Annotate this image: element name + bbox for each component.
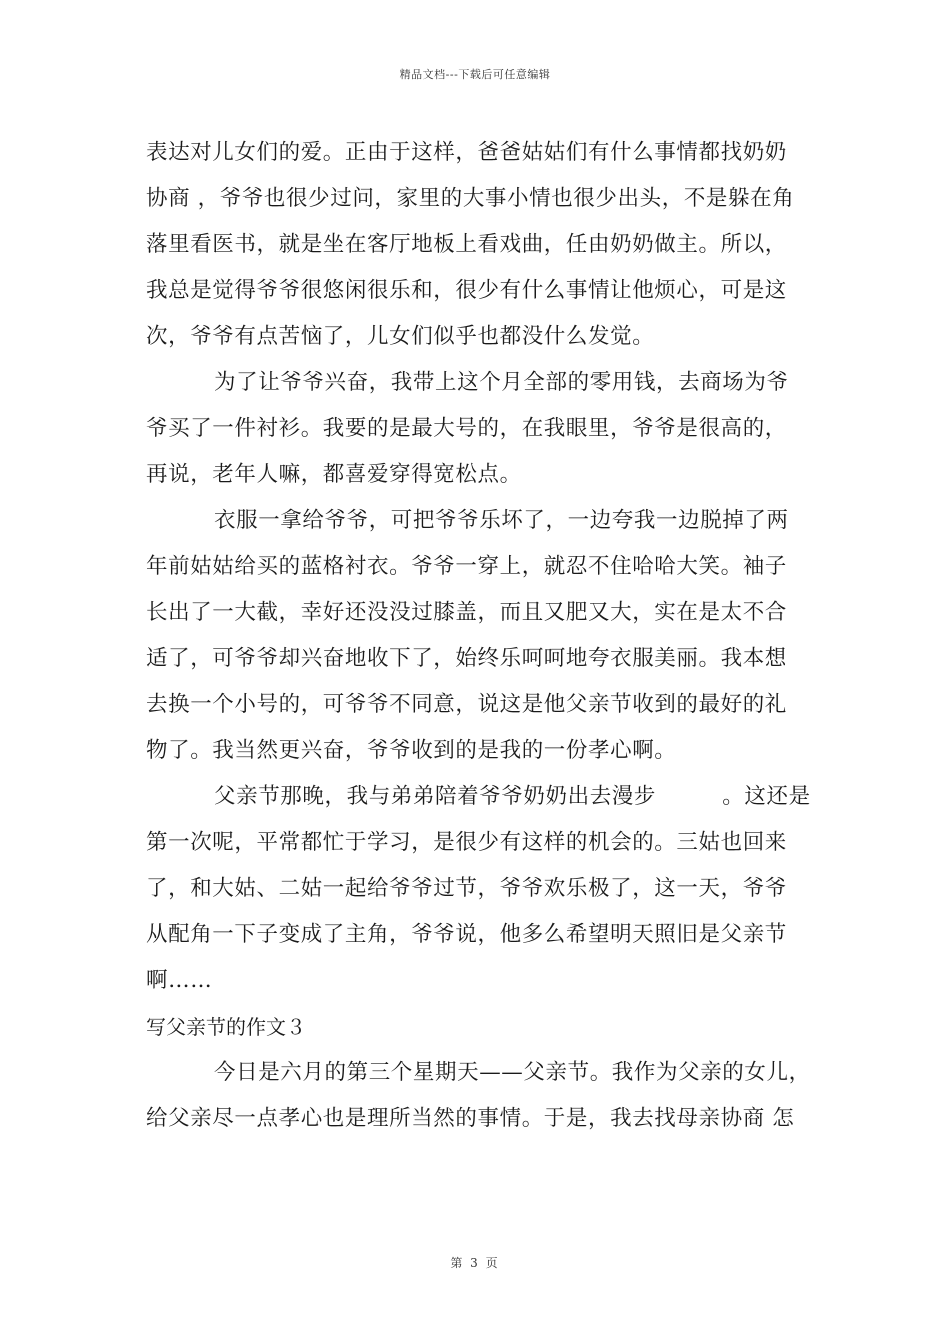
text-line: 物了。我当然更兴奋，爷爷收到的是我的一份孝心啊。 xyxy=(146,738,677,763)
text-line: 从配角一下子变成了主角，爷爷说，他多么希望明天照旧是父亲节 xyxy=(146,922,787,947)
text-line: 表达对儿女们的爱。正由于这样，爸爸姑姑们有什么事情都找奶奶 xyxy=(146,140,787,165)
paragraph-start-line: 今日是六月的第三个星期天——父亲节。我作为父亲的女儿， xyxy=(214,1060,811,1085)
text-line: 啊…… xyxy=(146,968,213,993)
text-line: 第一次呢，平常都忙于学习，是很少有这样的机会的。三姑也回来 xyxy=(146,830,787,855)
section-title: 写父亲节的作文３ xyxy=(146,1015,306,1039)
paragraph-start-line: 为了让爷爷兴奋，我带上这个月全部的零用钱，去商场为爷 xyxy=(214,370,789,395)
paragraph-start-line: 衣服一拿给爷爷，可把爷爷乐坏了，一边夸我一边脱掉了两 xyxy=(214,508,789,533)
page-header: 精品文档---下载后可任意编辑 xyxy=(399,68,551,81)
text-line: 落里看医书，就是坐在客厅地板上看戏曲，任由奶奶做主。所以， xyxy=(146,232,787,257)
text-line: 爷买了一件衬衫。我要的是最大号的，在我眼里，爷爷是很高的， xyxy=(146,416,787,441)
text-line: 协商 ，爷爷也很少过问，家里的大事小情也很少出头，不是躲在角 xyxy=(146,186,795,211)
page-number: 第 3 页 xyxy=(450,1256,500,1270)
text-line: 次，爷爷有点苦恼了，儿女们似乎也都没什么发觉。 xyxy=(146,324,655,349)
text-line: 适了，可爷爷却兴奋地收下了，始终乐呵呵地夸衣服美丽。我本想 xyxy=(146,646,787,671)
text-line: 年前姑姑给买的蓝格衬衣。爷爷一穿上，就忍不住哈哈大笑。袖子 xyxy=(146,554,787,579)
text-line: 长出了一大截，幸好还没没过膝盖，而且又肥又大，实在是太不合 xyxy=(146,600,787,625)
document-body xyxy=(146,130,826,1142)
text-line: 给父亲尽一点孝心也是理所当然的事情。于是，我去找母亲协商 怎 xyxy=(146,1106,795,1131)
text-line: 再说，老年人嘛，都喜爱穿得宽松点。 xyxy=(146,462,522,487)
paragraph-start-line: 父亲节那晚，我与弟弟陪着爷爷奶奶出去漫步 。这还是 xyxy=(214,784,811,809)
text-line: 了，和大姑、二姑一起给爷爷过节，爷爷欢乐极了，这一天，爷爷 xyxy=(146,876,787,901)
text-line: 我总是觉得爷爷很悠闲很乐和，很少有什么事情让他烦心，可是这 xyxy=(146,278,787,303)
text-line: 去换一个小号的，可爷爷不同意，说这是他父亲节收到的最好的礼 xyxy=(146,692,787,717)
